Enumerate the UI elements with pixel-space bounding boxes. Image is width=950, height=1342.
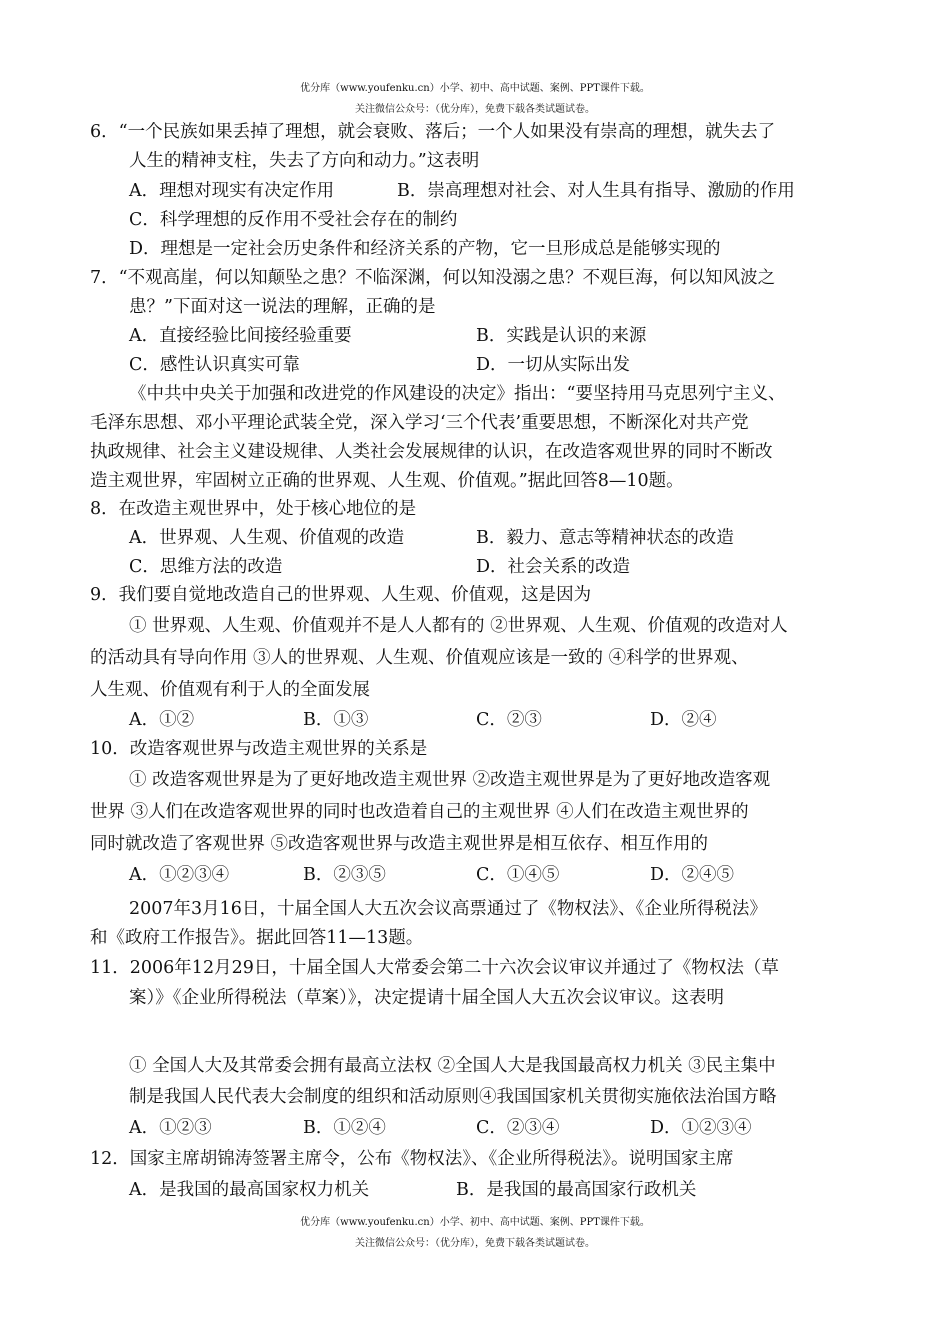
q11-statement-line-1: ① 全国人大及其常委会拥有最高立法权 ②全国人大是我国最高权力机关 ③民主集中 <box>129 1056 776 1076</box>
q6-stem-line-1: 6．“一个民族如果丢掉了理想，就会衰败、落后；一个人如果没有崇高的理想，就失去了 <box>90 122 776 142</box>
q8-stem: 8．在改造主观世界中，处于核心地位的是 <box>90 499 417 519</box>
q8-option-d: D．社会关系的改造 <box>476 557 631 577</box>
q7-option-d: D．一切从实际出发 <box>476 355 631 375</box>
q9-option-b: B．①③ <box>303 710 369 730</box>
q12-option-b: B．是我国的最高国家行政机关 <box>456 1180 697 1200</box>
q11-option-b: B．①②④ <box>303 1118 386 1138</box>
q9-statement-line-3: 人生观、价值观有利于人的全面发展 <box>90 680 370 700</box>
q7-option-c: C．感性认识真实可靠 <box>129 355 300 375</box>
q7-option-b: B．实践是认识的来源 <box>476 326 647 346</box>
q8-option-a: A．世界观、人生观、价值观的改造 <box>129 528 405 548</box>
q12-option-a: A．是我国的最高国家权力机关 <box>129 1180 370 1200</box>
q10-option-b: B．②③⑤ <box>303 865 386 885</box>
q10-statement-line-1: ① 改造客观世界是为了更好地改造主观世界 ②改造主观世界是为了更好地改造客观 <box>129 770 771 790</box>
q8-option-c: C．思维方法的改造 <box>129 557 283 577</box>
q7-stem-line-1: 7．“不观高崖，何以知颠坠之患？不临深渊，何以知没溺之患？不观巨海，何以知风波之 <box>90 268 776 288</box>
q10-option-c: C．①④⑤ <box>476 865 560 885</box>
q9-option-d: D．②④ <box>650 710 717 730</box>
q10-option-a: A．①②③④ <box>129 865 230 885</box>
q10-statement-line-2: 世界 ③人们在改造客观世界的同时也改造着自己的主观世界 ④人们在改造主观世界的 <box>90 802 749 822</box>
passage-1-line-3: 执政规律、社会主义建设规律、人类社会发展规律的认识，在改造客观世界的同时不断改 <box>90 442 773 462</box>
q9-option-c: C．②③ <box>476 710 542 730</box>
q6-option-b: B．崇高理想对社会、对人生具有指导、激励的作用 <box>397 181 795 201</box>
header-line-1: 优分库（www.youfenku.cn）小学、初中、高中试题、案例、PPT课件下载。 <box>300 83 650 94</box>
footer-line-2: 关注微信公众号：（优分库），免费下载各类试题试卷。 <box>355 1238 595 1249</box>
header-line-2: 关注微信公众号：（优分库），免费下载各类试题试卷。 <box>355 104 595 115</box>
q11-stem-line-1: 11．2006年12月29日，十届全国人大常委会第二十六次会议审议并通过了《物权法（草 <box>90 958 779 978</box>
passage-1-line-1: 《中共中央关于加强和改进党的作风建设的决定》指出：“要坚持用马克思列宁主义、 <box>129 384 786 404</box>
q10-stem: 10．改造客观世界与改造主观世界的关系是 <box>90 739 428 759</box>
q6-option-d: D．理想是一定社会历史条件和经济关系的产物，它一旦形成总是能够实现的 <box>129 239 721 259</box>
passage-1-line-4: 造主观世界，牢固树立正确的世界观、人生观、价值观。”据此回答8—10题。 <box>90 471 684 491</box>
q8-option-b: B．毅力、意志等精神状态的改造 <box>476 528 734 548</box>
q9-statement-line-1: ① 世界观、人生观、价值观并不是人人都有的 ②世界观、人生观、价值观的改造对人 <box>129 616 788 636</box>
q6-stem-line-2: 人生的精神支柱，失去了方向和动力。”这表明 <box>129 151 480 171</box>
q11-stem-line-2: 案）》《企业所得税法（草案）》，决定提请十届全国人大五次会议审议。这表明 <box>129 988 724 1008</box>
q7-option-a: A．直接经验比间接经验重要 <box>129 326 352 346</box>
q12-stem: 12．国家主席胡锦涛签署主席令，公布《物权法》、《企业所得税法》。说明国家主席 <box>90 1149 734 1169</box>
footer-line-1: 优分库（www.youfenku.cn）小学、初中、高中试题、案例、PPT课件下载。 <box>300 1217 650 1228</box>
q11-option-d: D．①②③④ <box>650 1118 752 1138</box>
q9-stem: 9．我们要自觉地改造自己的世界观、人生观、价值观，这是因为 <box>90 585 592 605</box>
q9-option-a: A．①② <box>129 710 195 730</box>
q10-option-d: D．②④⑤ <box>650 865 735 885</box>
passage-2-line-2: 和《政府工作报告》。据此回答11—13题。 <box>90 928 424 948</box>
passage-2-line-1: 2007年3月16日，十届全国人大五次会议高票通过了《物权法》、《企业所得税法》 <box>129 899 767 919</box>
q11-statement-line-2: 制是我国人民代表大会制度的组织和活动原则④我国国家机关贯彻实施依法治国方略 <box>129 1087 777 1107</box>
q11-option-c: C．②③④ <box>476 1118 560 1138</box>
q10-statement-line-3: 同时就改造了客观世界 ⑤改造客观世界与改造主观世界是相互依存、相互作用的 <box>90 834 709 854</box>
q6-option-c: C．科学理想的反作用不受社会存在的制约 <box>129 210 458 230</box>
q9-statement-line-2: 的活动具有导向作用 ③人的世界观、人生观、价值观应该是一致的 ④科学的世界观、 <box>90 648 749 668</box>
q6-option-a: A．理想对现实有决定作用 <box>129 181 335 201</box>
q7-stem-line-2: 患？”下面对这一说法的理解，正确的是 <box>129 297 436 317</box>
q11-option-a: A．①②③ <box>129 1118 212 1138</box>
passage-1-line-2: 毛泽东思想、邓小平理论武装全党，深入学习‘三个代表’重要思想，不断深化对共产党 <box>90 413 749 433</box>
